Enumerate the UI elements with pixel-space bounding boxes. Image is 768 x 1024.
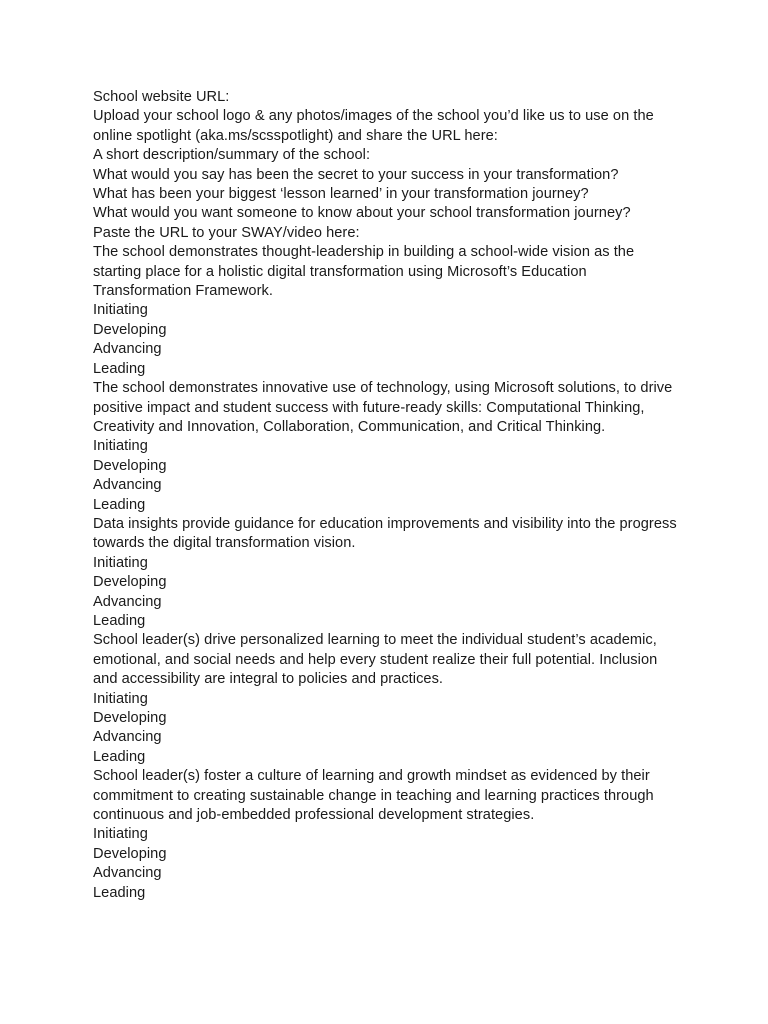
criterion-5 <box>93 767 678 903</box>
level-option: Advancing <box>93 477 162 494</box>
know-question: What would you want someone to know about your school transformation journey? <box>93 205 631 222</box>
criterion-4 <box>93 631 678 767</box>
level-option: Developing <box>93 321 167 338</box>
level-option: Initiating <box>93 826 148 843</box>
level-option: Advancing <box>93 593 162 610</box>
criterion-3 <box>93 515 678 631</box>
level-option: Leading <box>93 748 146 765</box>
secret-question: What would you say has been the secret to your success in your transformation? <box>93 166 619 183</box>
level-option: Developing <box>93 574 167 591</box>
level-option: Initiating <box>93 438 148 455</box>
level-option: Initiating <box>93 302 148 319</box>
lesson-question: What has been your biggest ‘lesson learned’ in your transformation journey? <box>93 186 589 203</box>
level-option: Developing <box>93 710 167 726</box>
level-option: Advancing <box>93 865 162 882</box>
criterion-statement: School leader(s) foster a culture of learning and growth mindset as evidenced by their commitment to creating sustainable change in teaching and learning practices through continuous and job-embedded professional development strategies. <box>93 768 654 824</box>
level-option: Advancing <box>93 729 162 746</box>
description-question: A short description/summary of the school: <box>93 147 371 164</box>
level-option: Leading <box>93 496 146 513</box>
level-option: Initiating <box>93 690 148 707</box>
sway-url-question: Paste the URL to your SWAY/video here: <box>93 224 360 241</box>
criterion-2 <box>93 379 678 515</box>
level-option: Developing <box>93 457 167 474</box>
level-option: Initiating <box>93 554 148 571</box>
upload-logo-question: Upload your school logo & any photos/images of the school you’d like us to use on the online spotlight (aka.ms/scsspotlight) and share the URL here: <box>93 108 654 144</box>
level-option: Leading <box>93 360 146 377</box>
level-option: Advancing <box>93 341 162 358</box>
document-page <box>93 88 678 903</box>
website-url-question: School website URL: <box>93 89 230 105</box>
criterion-statement: The school demonstrates thought-leadership in building a school-wide vision as the starting place for a holistic digital transformation using Microsoft’s Education Transformation Framework. <box>93 244 635 300</box>
level-option: Developing <box>93 845 167 862</box>
level-option: Leading <box>93 612 146 629</box>
criterion-1 <box>93 243 678 379</box>
criterion-statement: Data insights provide guidance for education improvements and visibility into the progress towards the digital transformation vision. <box>93 515 677 552</box>
level-option: Leading <box>93 884 146 901</box>
criterion-statement: School leader(s) drive personalized learning to meet the individual student’s academic, emotional, and social needs and help every student realize their full potential. Inclusion and accessibility are integral to policies and practices. <box>93 632 658 688</box>
criterion-statement: The school demonstrates innovative use of technology, using Microsoft solutions, to drive positive impact and student success with future-ready skills: Computational Thinking, Creativity and Innovation, Collaboration, Communication, and Critical Thinking. <box>93 380 673 435</box>
